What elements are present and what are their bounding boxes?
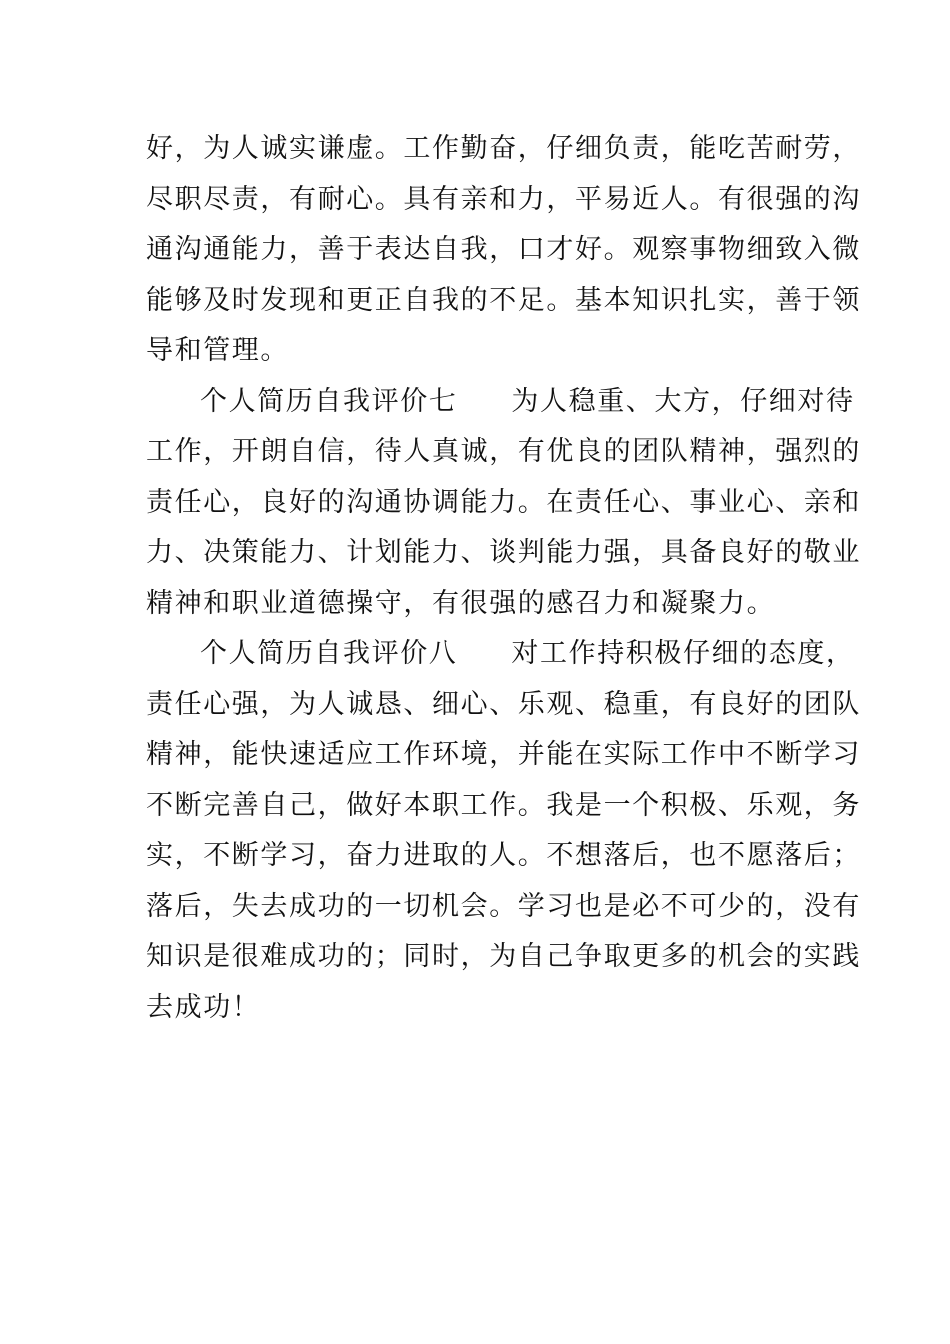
text-line: 精神和职业道德操守，有很强的感召力和凝聚力。	[146, 587, 776, 619]
text-line: 去成功！	[146, 991, 261, 1023]
text-line: 力、决策能力、计划能力、谈判能力强，具备良好的敬业	[146, 537, 861, 568]
text-line: 知识是很难成功的；同时，为自己争取更多的机会的实践	[146, 941, 861, 972]
text-line: 实，不断学习，奋力进取的人。不想落后，也不愿落后；	[146, 840, 861, 871]
text-line: 责任心，良好的沟通协调能力。在责任心、事业心、亲和	[146, 486, 861, 518]
text-line: 能够及时发现和更正自我的不足。基本知识扎实，善于领	[146, 284, 861, 316]
section-heading: 个人简历自我评价七	[200, 385, 458, 417]
text-line: 工作，开朗自信，待人真诚，有优良的团队精神，强烈的	[146, 436, 861, 467]
text-line: 导和管理。	[146, 335, 289, 366]
text-line: 为人稳重、大方，仔细对待	[511, 385, 855, 417]
paragraph-first-line	[146, 629, 855, 680]
text-line: 落后，失去成功的一切机会。学习也是必不可少的，没有	[146, 890, 861, 922]
document-body	[146, 124, 861, 1033]
paragraph-first-line	[146, 377, 855, 428]
section-heading: 个人简历自我评价八	[200, 638, 458, 669]
text-line: 好，为人诚实谦虚。工作勤奋，仔细负责，能吃苦耐劳，	[146, 133, 861, 164]
text-line: 对工作持积极仔细的态度，	[511, 638, 855, 669]
text-line: 尽职尽责，有耐心。具有亲和力，平易近人。有很强的沟	[146, 183, 861, 215]
text-line: 通沟通能力，善于表达自我，口才好。观察事物细致入微	[146, 234, 861, 265]
text-line: 责任心强，为人诚恳、细心、乐观、稳重，有良好的团队	[146, 688, 861, 720]
text-line: 精神，能快速适应工作环境，并能在实际工作中不断学习	[146, 739, 861, 770]
text-line: 不断完善自己，做好本职工作。我是一个积极、乐观，务	[146, 789, 861, 821]
